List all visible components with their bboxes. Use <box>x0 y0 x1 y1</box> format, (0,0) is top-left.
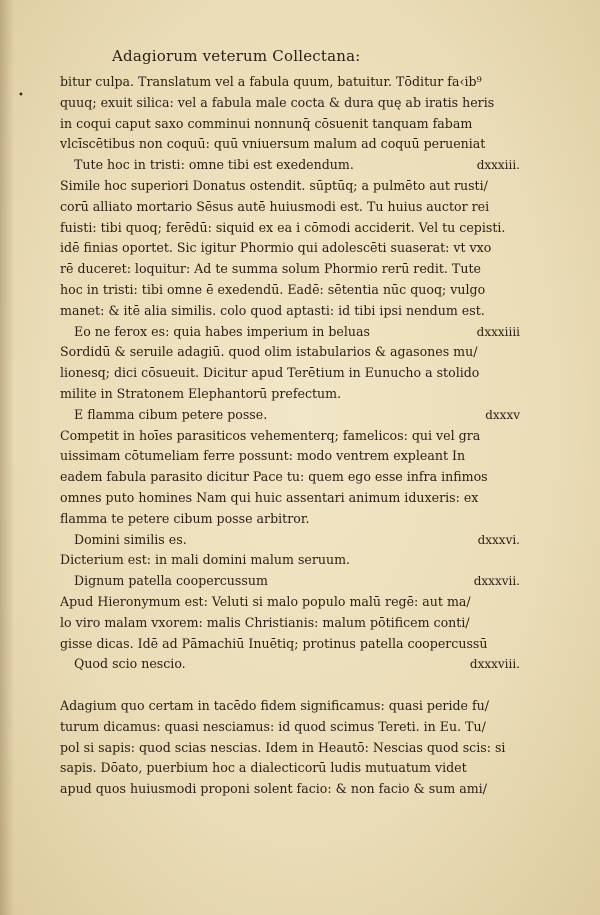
text-line: in coqui caput saxo comminui nonnunq̄ cōsuenit tanquam fabam <box>60 115 473 131</box>
adage-number: dxxxvi. <box>477 532 520 547</box>
adage-title: E flamma cibum petere posse. <box>74 406 268 422</box>
text-line: hoc in tristi: tibi omne ē exedendū. Eadē: sētentia nūc quoq; vulgo <box>60 281 486 297</box>
text-line: flamma te petere cibum posse arbitror. <box>60 510 310 526</box>
text-line: idē finias oportet. Sic igitur Phormio qui adolescēti suaserat: vt vxo <box>60 240 492 256</box>
adage-title: Domini similis es. <box>74 531 187 547</box>
adage-heading <box>60 571 520 592</box>
text-line: bitur culpa. Translatum vel a fabula quum, batuitur. Tōditur fa‹ib⁹ <box>60 74 482 89</box>
adage-number: dxxxiiii <box>476 324 520 339</box>
text-line: milite in Stratonem Elephantorū prefectum. <box>60 385 342 401</box>
text-line: quuq; exuit silica: vel a fabula male cocta & dura quę ab iratis heris <box>60 94 495 110</box>
margin-mark: • <box>18 90 24 101</box>
running-header: Adagiorum veterum Collectana: <box>112 47 361 65</box>
text-line: omnes puto homines Nam qui huic assentari animum iduxeris: ex <box>60 489 479 505</box>
text-line: gisse dicas. Idē ad Pāmachiū Inuētiq; protinus patella coopercussū <box>60 635 488 651</box>
text-line: vlcīscētibus non coquū: quū vniuersum malum ad coquū perueniat <box>60 136 486 152</box>
adage-number: dxxxvii. <box>473 574 520 589</box>
blank-line <box>60 675 520 696</box>
text-line: Sordidū & seruile adagiū. quod olim istabularios & agasones mu/ <box>60 344 478 360</box>
text-line: corū alliato mortario Sēsus autē huiusmodi est. Tu huius auctor rei <box>60 198 490 214</box>
text-line: sapis. Dōato, puerbium hoc a dialecticorū ludis mutuatum videt <box>60 760 467 776</box>
text-line: Adagium quo certam in tacēdo fidem significamus: quasi peride fu/ <box>60 697 490 713</box>
binding-shadow <box>0 0 14 915</box>
adage-title: Dignum patella coopercussum <box>74 573 268 589</box>
adage-title: Tute hoc in tristi: omne tibi est exedendum. <box>74 157 354 173</box>
text-line: rē duceret: loquitur: Ad te summa solum Phormio rerū redit. Tute <box>60 261 481 277</box>
adage-heading <box>60 155 520 176</box>
text-block <box>60 72 520 800</box>
text-line: Simile hoc superiori Donatus ostendit. sūptūq; a pulmēto aut rusti/ <box>60 177 488 193</box>
adage-heading <box>60 654 520 675</box>
text-line: manet: & itē alia similis. colo quod aptasti: id tibi ipsi nendum est. <box>60 302 485 318</box>
text-line: apud quos huiusmodi proponi solent facio: & non facio & sum ami/ <box>60 781 487 797</box>
text-line: lionesq; dici cōsueuit. Dicitur apud Terētium in Eunucho a stolido <box>60 365 480 381</box>
adage-number: dxxxv <box>485 407 520 422</box>
text-line: Dicterium est: in mali domini malum seruum. <box>60 552 351 568</box>
adage-heading <box>60 322 520 343</box>
text-line: turum dicamus: quasi nesciamus: id quod scimus Tereti. in Eu. Tu/ <box>60 718 486 734</box>
text-line: fuisti: tibi quoq; ferēdū: siquid ex ea i cōmodi acciderit. Vel tu cepisti. <box>60 219 506 235</box>
text-line: pol si sapis: quod scias nescias. Idem in Heautō: Nescias quod scis: si <box>60 739 506 755</box>
adage-heading <box>60 530 520 551</box>
text-line: eadem fabula parasito dicitur Pace tu: quem ego esse infra infimos <box>60 469 488 485</box>
text-line: Competit in hoīes parasiticos vehementerq; famelicos: qui vel gra <box>60 427 481 443</box>
text-line: uissimam cōtumeliam ferre possunt: modo ventrem expleant In <box>60 448 466 464</box>
adage-number: dxxxiii. <box>476 158 520 173</box>
adage-heading <box>60 405 520 426</box>
text-line: Apud Hieronymum est: Veluti si malo populo malū regē: aut ma/ <box>60 593 471 609</box>
text-line: lo viro malam vxorem: malis Christianis: malum pōtificem conti/ <box>60 614 470 630</box>
adage-title: Eo ne ferox es: quia habes imperium in beluas <box>74 323 370 339</box>
adage-number: dxxxviii. <box>469 657 520 672</box>
adage-title: Quod scio nescio. <box>74 656 186 672</box>
